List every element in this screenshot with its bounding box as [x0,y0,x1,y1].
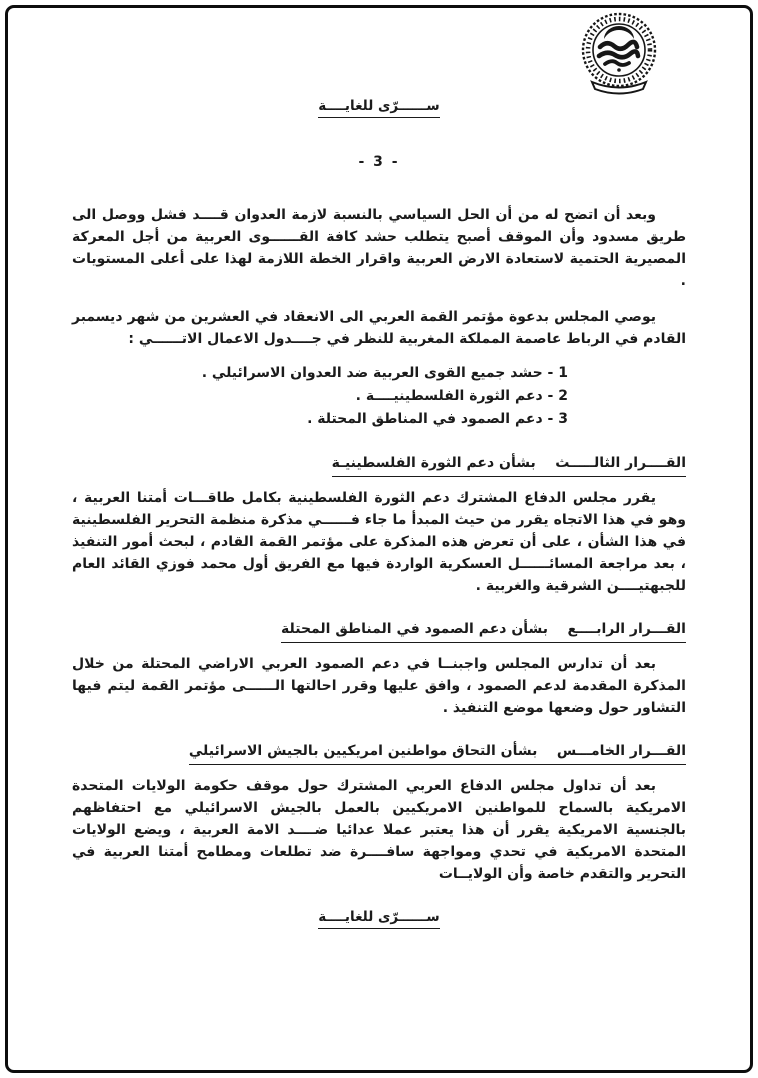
resolution-three-heading: القــــرار الثالـــــث بشأن دعم الثورة الفلسطينيـة [332,453,686,477]
classification-marking-top [72,98,686,118]
resolution-five-section [72,741,686,885]
resolution-four-section [72,619,686,719]
resolution-four-heading: القـــرار الرابــــع بشأن دعم الصمود في المناطق المحتلة [281,619,686,643]
classification-text: ســــــرّى للغايــــة [318,98,439,118]
page-number: - 3 - [358,154,400,170]
document-page [10,10,748,1068]
paragraph-summit-call: يوصي المجلس بدعوة مؤتمر القمة العربي الى الانعقاد في العشرين من شهر ديسمبر القادم في الرباط عاصمة المملكة المغربية للنظر في جــــدول الاعمال الاتــــــي : [72,309,686,347]
agenda-list [72,362,568,431]
resolution-three-body: يقرر مجلس الدفاع المشترك دعم الثورة الفلسطينية بكامل طاقـــات أمتنا العربية ، وهو في هذا الاتجاه يقرر من حيث المبدأ ما جاء فــــــي مذكرة منظمة التحرير الفلسطينية في هذا الشأن ، على أن تعرض هذه المذكرة على مؤتمر القمة القادم ، لبحث أمور التنفيذ ، بعد مراجعة المسائــــــل العسكرية الواردة فيها مع الفريق أول محمد فوزي القائد العام للجبهتيــــن الشرقية والغربية . [72,490,686,594]
paragraph-intro: وبعد أن اتضح له من أن الحل السياسي بالنسبة لازمة العدوان قــــد فشل ووصل الى طريق مسدود وأن الموقف أصبح يتطلب حشد كافة القــــــوى العربية من أجل المعركة المصيرية الحتمية لاستعادة الارض العربية واقرار الخطة اللازمة لهذا على أعلى المستويات . [72,207,686,289]
resolution-five-heading: القـــرار الخامـــس بشأن التحاق مواطنين امريكيين بالجيش الاسرائيلي [189,741,686,765]
classification-marking-bottom [72,909,686,929]
agenda-item-1: 1 - حشد جميع القوى العربية ضد العدوان الاسرائيلي . [201,365,568,381]
resolution-four-body: بعد أن تدارس المجلس واجبنــا في دعم الصمود العربي الاراضي المحتلة من خلال المذكرة المقدمة لدعم الصمود ، وافق عليها وقرر احالتها الــــــى مؤتمر القمة ليتم فيها التشاور حول وضعها موضع التنفيذ . [72,656,686,716]
resolution-five-body: بعد أن تداول مجلس الدفاع العربي المشترك حول موقف حكومة الولايات المتحدة الامريكية بالسماح للمواطنين الامريكيين بالعمل بالجيش الاسرائيلي مع احتفاظهم بالجنسية الامريكية يقرر أن هذا يعتبر عملا عدائيا ضــــد الامة العربية ، ويضع الولايات المتحدة الامريكية في تحدي ومواجهة سافــــرة ضد تطلعات ومطامح أمتنا العربية في التحرير والتقدم خاصة وأن الولايــات [72,778,686,882]
agenda-item-3: 3 - دعم الصمود في المناطق المحتلة . [307,411,568,427]
resolution-three-section [72,453,686,597]
agenda-item-2: 2 - دعم الثورة الفلسطينيــــة . [355,388,568,404]
classification-text: ســــــرّى للغايــــة [318,909,439,929]
